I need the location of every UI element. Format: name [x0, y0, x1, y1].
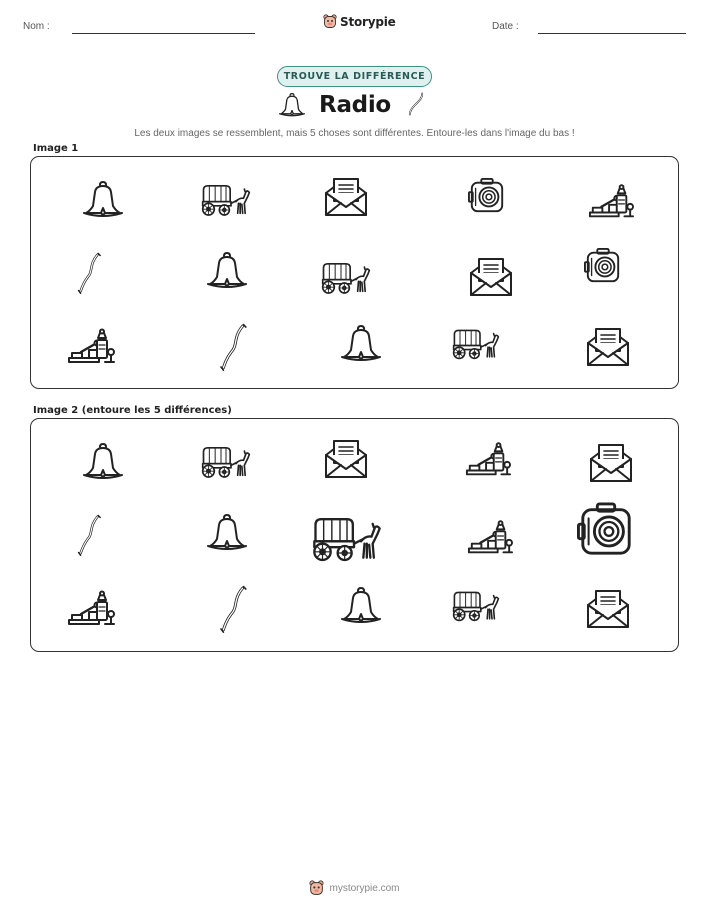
section-1-label: Image 1 [33, 143, 79, 154]
envelope-icon [469, 255, 513, 299]
telegraph-icon[interactable] [67, 587, 115, 629]
brand-name: Storypie [340, 14, 396, 29]
name-label: Nom : [23, 21, 50, 32]
bell-icon [207, 250, 247, 294]
page-title: Radio [319, 92, 391, 118]
wagon-icon[interactable] [452, 589, 500, 623]
brand-logo [323, 14, 396, 29]
date-line[interactable] [538, 33, 686, 34]
storypie-mascot-icon [309, 880, 324, 896]
speaker-icon [468, 177, 506, 215]
footer [0, 880, 709, 896]
image-1-panel [30, 156, 679, 389]
footer-site: mystorypie.com [329, 882, 400, 894]
name-line[interactable] [72, 33, 255, 34]
envelope-icon [324, 175, 368, 219]
speaker-icon [584, 247, 622, 285]
bell-icon[interactable] [83, 441, 123, 485]
telegraph-icon[interactable] [465, 439, 511, 479]
telegraph-icon[interactable] [467, 516, 513, 558]
envelope-icon[interactable] [586, 587, 630, 631]
cable-icon[interactable] [68, 514, 110, 556]
section-2-label: Image 2 (entoure les 5 différences) [33, 405, 232, 416]
envelope-icon[interactable] [324, 437, 368, 481]
bell-icon[interactable] [207, 512, 247, 556]
wagon-icon [452, 327, 500, 361]
find-difference-badge: TROUVE LA DIFFÉRENCE [277, 66, 432, 87]
wagon-icon [321, 261, 371, 295]
title-cable-icon [401, 89, 431, 119]
envelope-icon [586, 325, 630, 369]
storypie-mascot-icon [323, 14, 337, 29]
speaker-icon[interactable] [577, 501, 635, 559]
cable-icon[interactable] [211, 585, 255, 633]
date-label: Date : [492, 21, 519, 32]
cable-icon [68, 252, 110, 294]
bell-icon [341, 321, 381, 369]
bell-icon[interactable] [341, 583, 381, 631]
wagon-icon[interactable] [312, 515, 382, 563]
wagon-icon [201, 182, 251, 218]
envelope-icon[interactable] [589, 441, 633, 485]
wagon-icon[interactable] [201, 444, 251, 480]
image-2-panel[interactable] [30, 418, 679, 652]
telegraph-icon [67, 325, 115, 367]
instructions-text: Les deux images se ressemblent, mais 5 choses sont différentes. Entoure-les dans l'image du bas ! [134, 128, 575, 139]
bell-icon [83, 179, 123, 223]
telegraph-icon [588, 181, 634, 221]
cable-icon [211, 323, 255, 371]
